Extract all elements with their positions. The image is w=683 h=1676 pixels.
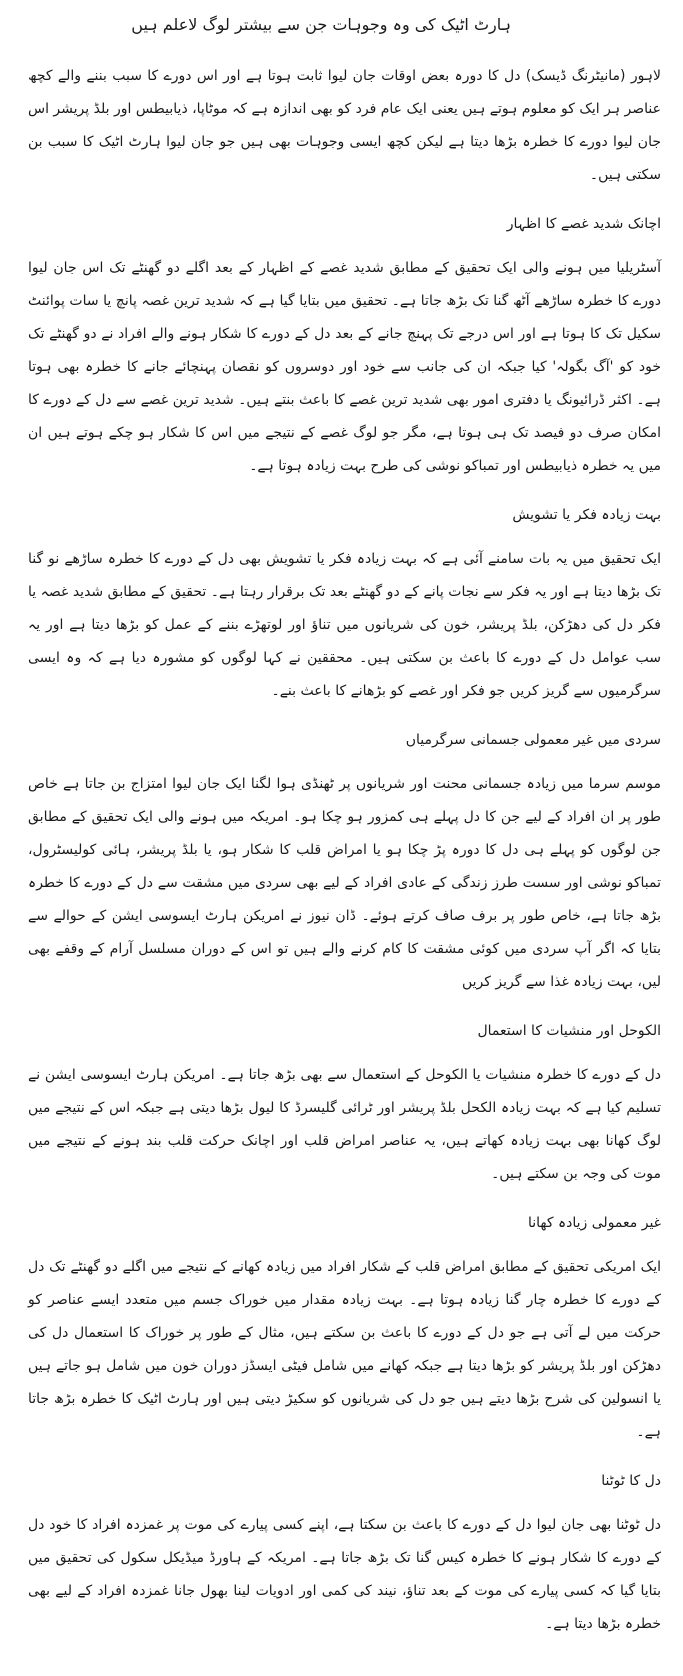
section-heading: سردی میں غیر معمولی جسمانی سرگرمیاں [405,732,661,748]
section-heading: اچانک شدید غصے کا اظہار [506,216,661,232]
section-alcohol-drugs [28,1017,661,1191]
section-heading: دل کا ٹوٹنا [601,1473,661,1489]
intro-paragraph: لاہور (مانیٹرنگ ڈیسک) دل کا دورہ بعض اوقات جان لیوا ثابت ہوتا ہے اور اس دورے کا سبب بننے والے کچھ عناصر ہر ایک کو معلوم ہوتے ہیں یعنی ایک عام فرد کو بھی اندازہ ہے کہ موٹاپا، ذیابیطس اور بلڈ پریشر اس جان لیوا دورے کا خطرہ بڑھا دیتا ہے لیکن کچھ ایسی وجوہات بھی ہیں جو جان لیوا ہارٹ اٹیک کا سبب بن سکتی ہیں۔ [28,68,661,183]
section-body: دل کے دورے کا خطرہ منشیات یا الکوحل کے استعمال سے بھی بڑھ جاتا ہے۔ امریکن ہارٹ ایسوسی ایشن نے تسلیم کیا ہے کہ بہت زیادہ الکحل بلڈ پریشر اور ٹرائی گلیسرڈ کا لیول بڑھا دیتی ہے جبکہ اس کے نتیجے میں لوگ کھانا بھی بہت زیادہ کھاتے ہیں، یہ عناصر امراض قلب اور اچانک حرکت قلب بند ہونے کے نتیجے میں موت کی وجہ بن سکتے ہیں۔ [28,1067,661,1182]
section-body: ایک امریکی تحقیق کے مطابق امراض قلب کے شکار افراد میں زیادہ کھانے کے نتیجے میں اگلے دو گھنٹے تک دل کے دورے کا خطرہ چار گنا زیادہ ہوتا ہے۔ بہت زیادہ مقدار میں خوراک جسم میں متعدد ایسے عناصر کو حرکت میں لے آتی ہے جو دل کے دورے کا باعث بن سکتے ہیں، مثال کے طور پر خوراک کا استعمال دل کی دھڑکن اور بلڈ پریشر کو بڑھا دیتا ہے جبکہ کھانے میں شامل فیٹی ایسڈز دوران خون میں شامل ہو جاتے ہیں یا انسولین کی شرح بڑھا دیتے ہیں جو دل کی شریانوں کو سکیڑ دیتی ہیں اور ہارٹ اٹیک کا خطرہ بڑھ جاتا ہے۔ [28,1259,661,1440]
section-body: موسم سرما میں زیادہ جسمانی محنت اور شریانوں پر ٹھنڈی ہوا لگنا ایک جان لیوا امتزاج بن جاتا ہے خاص طور پر ان افراد کے لیے جن کا دل پہلے ہی کمزور ہو چکا ہو۔ امریکہ میں ہونے والی ایک تحقیق کے مطابق جن لوگوں کو پہلے ہی دل کا دورہ پڑ چکا ہو یا امراض قلب کا شکار ہو، یا بلڈ پریشر، ہائی کولیسٹرول، تمباکو نوشی اور سست طرز زندگی کے عادی افراد کے لیے بھی سردی میں مشقت سے دل کے دورے کا خطرہ بڑھ جاتا ہے، خاص طور پر برف صاف کرتے ہوئے۔ ڈان نیوز نے امریکن ہارٹ ایسوسی ایشن کے حوالے سے بتایا کہ اگر آپ سردی میں کوئی مشقت کا کام کرنے والے ہیں تو اس کے دوران مسلسل آرام کے وقفے بھی لیں، بہت زیادہ غذا سے گریز کریں [28,776,661,990]
section-heading: بہت زیادہ فکر یا تشویش [512,507,661,523]
section-sudden-anger [28,210,661,483]
article-title: ہارٹ اٹیک کی وہ وجوہات جن سے بیشتر لوگ لاعلم ہیں [131,15,511,34]
section-cold-exertion [28,726,661,999]
section-heading: الکوحل اور منشیات کا استعمال [477,1023,661,1039]
section-heartbreak [28,1467,661,1641]
section-heading: غیر معمولی زیادہ کھانا [527,1215,661,1231]
section-body: دل ٹوٹنا بھی جان لیوا دل کے دورے کا باعث بن سکتا ہے، اپنے کسی پیارے کی موت پر غمزدہ افراد کا خود دل کے دورے کا شکار ہونے کا خطرہ کیس گنا تک بڑھ جاتا ہے۔ امریکہ کے ہاورڈ میڈیکل سکول کی تحقیق میں بتایا گیا کہ کسی پیارے کی موت کے بعد تناؤ، نیند کی کمی اور ادویات لینا بھول جانا غمزدہ افراد کے لیے بھی خطرہ بڑھا دیتا ہے۔ [28,1517,661,1632]
section-body: ایک تحقیق میں یہ بات سامنے آئی ہے کہ بہت زیادہ فکر یا تشویش بھی دل کے دورے کا خطرہ ساڑھے نو گنا تک بڑھا دیتا ہے اور یہ فکر سے نجات پانے کے دو گھنٹے بعد تک برقرار رہتا ہے۔ تحقیق کے مطابق شدید غصہ یا فکر دل کی دھڑکن، بلڈ پریشر، خون کی شریانوں میں تناؤ اور لوتھڑے بننے کے عمل کو بڑھا دیتا ہے اور یہ سب عوامل دل کے دورے کا باعث بن سکتی ہیں۔ محققین نے کہا لوگوں کو مشورہ دیا ہے کہ وہ ایسی سرگرمیوں سے گریز کریں جو فکر اور غصے کو بڑھانے کا باعث بنے۔ [28,551,661,699]
section-anxiety [28,501,661,708]
section-body: آسٹریلیا میں ہونے والی ایک تحقیق کے مطابق شدید غصے کے اظہار کے بعد اگلے دو گھنٹے تک اس جان لیوا دورے کا خطرہ ساڑھے آٹھ گنا تک بڑھ جاتا ہے۔ تحقیق میں بتایا گیا ہے کہ شدید ترین غصہ پانچ یا سات پوائنٹ سکیل تک کا ہوتا ہے اور اس درجے تک پہنچ جانے کے بعد دل کے دورے کا شکار ہونے والے افراد نے دو گھنٹے تک خود کو 'آگ بگولہ' کیا جبکہ ان کی جانب سے خود اور دوسروں کو نقصان پہنچائے جانے کا خطرہ بھی ہوتا ہے۔ اکثر ڈرائیونگ یا دفتری امور بھی شدید ترین غصے کا باعث بنتے ہیں۔ شدید ترین غصے سے دل کے دورے کا امکان صرف دو فیصد تک ہی ہوتا ہے، مگر جو لوگ غصے کے نتیجے میں اس کا شکار ہو چکے ہوتے ہیں ان میں یہ خطرہ ذیابیطس اور تمباکو نوشی کی طرح بہت زیادہ ہوتا ہے۔ [28,260,661,474]
section-overeating [28,1209,661,1449]
